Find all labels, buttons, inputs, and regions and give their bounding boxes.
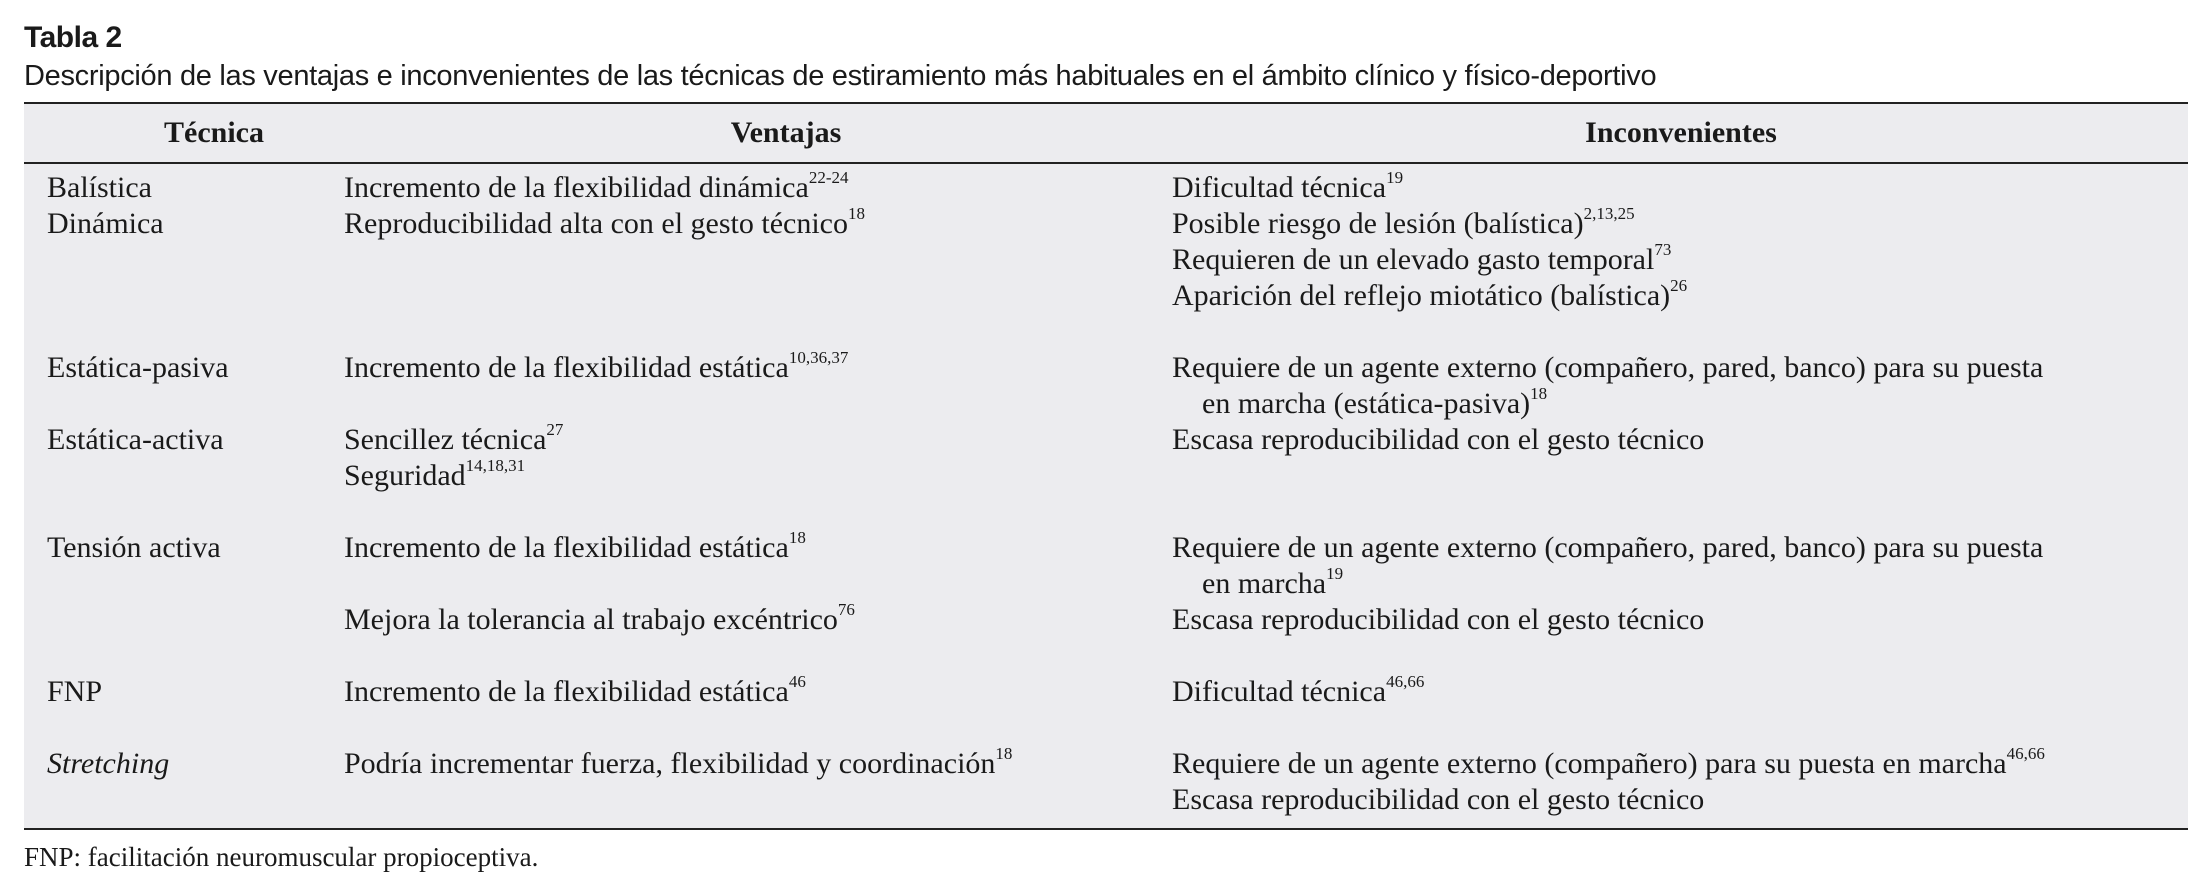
cell-ventaja: Reproducibilidad alta con el gesto técnico$^{18}$ bbox=[344, 204, 865, 240]
cell-inconveniente: Requiere de un agente externo (compañero) para su puesta en marcha$^{46,66}$ bbox=[1172, 744, 2045, 780]
cell-ventaja: Podría incrementar fuerza, flexibilidad y coordinación$^{18}$ bbox=[344, 744, 1013, 780]
table-title: Descripción de las ventajas e inconvenientes de las técnicas de estiramiento más habituales en el ámbito clínico y físico-deportivo bbox=[24, 60, 1657, 92]
cell-inconveniente: Dificultad técnica$^{19}$ bbox=[1172, 168, 1404, 204]
cell-ventaja: Seguridad$^{14,18,31}$ bbox=[344, 456, 526, 492]
cell-ventaja: Incremento de la flexibilidad estática$^{46}$ bbox=[344, 672, 806, 708]
cell-tecnica: Balística bbox=[47, 171, 152, 204]
cell-tecnica: Estática-pasiva bbox=[47, 351, 229, 384]
table-label: Tabla 2 bbox=[24, 21, 122, 54]
cell-inconveniente: Escasa reproducibilidad con el gesto técnico bbox=[1172, 783, 1705, 816]
header-ventajas: Ventajas bbox=[730, 116, 842, 149]
table-caption bbox=[24, 18, 2188, 94]
data-table bbox=[24, 102, 2188, 830]
cell-inconveniente: Dificultad técnica$^{46,66}$ bbox=[1172, 672, 1425, 708]
cell-ventaja: Incremento de la flexibilidad estática$^{18}$ bbox=[344, 528, 806, 564]
cell-inconveniente: Requieren de un elevado gasto temporal$^{73}$ bbox=[1172, 240, 1672, 276]
cell-inconveniente: Escasa reproducibilidad con el gesto técnico bbox=[1172, 603, 1705, 636]
header-tecnica: Técnica bbox=[164, 116, 264, 149]
table-footnote: FNP: facilitación neuromuscular propioceptiva. bbox=[24, 842, 539, 872]
table-header bbox=[24, 104, 2188, 164]
header-inconvenientes: Inconvenientes bbox=[1585, 116, 1777, 149]
cell-ventaja: Mejora la tolerancia al trabajo excéntrico$^{76}$ bbox=[344, 600, 855, 636]
cell-inconveniente: Posible riesgo de lesión (balística)$^{2,13,25}$ bbox=[1172, 204, 1635, 240]
cell-inconveniente: Aparición del reflejo miotático (balística)$^{26}$ bbox=[1172, 276, 1688, 312]
cell-inconveniente: Requiere de un agente externo (compañero, pared, banco) para su puesta en marcha (estática-pasiva)$^{18}$ bbox=[1172, 351, 2044, 420]
cell-inconveniente: Escasa reproducibilidad con el gesto técnico bbox=[1172, 423, 1705, 456]
cell-tecnica: Stretching bbox=[47, 747, 170, 780]
cell-tecnica: Tensión activa bbox=[47, 531, 221, 564]
cell-ventaja: Sencillez técnica$^{27}$ bbox=[344, 420, 564, 456]
cell-ventaja: Incremento de la flexibilidad dinámica$^{22-24}$ bbox=[344, 168, 849, 204]
cell-tecnica: Dinámica bbox=[47, 207, 164, 240]
cell-inconveniente: Requiere de un agente externo (compañero, pared, banco) para su puesta en marcha$^{19}$ bbox=[1172, 531, 2044, 600]
cell-tecnica: FNP bbox=[47, 675, 103, 708]
cell-tecnica: Estática-activa bbox=[47, 423, 224, 456]
cell-ventaja: Incremento de la flexibilidad estática$^{10,36,37}$ bbox=[344, 348, 849, 384]
